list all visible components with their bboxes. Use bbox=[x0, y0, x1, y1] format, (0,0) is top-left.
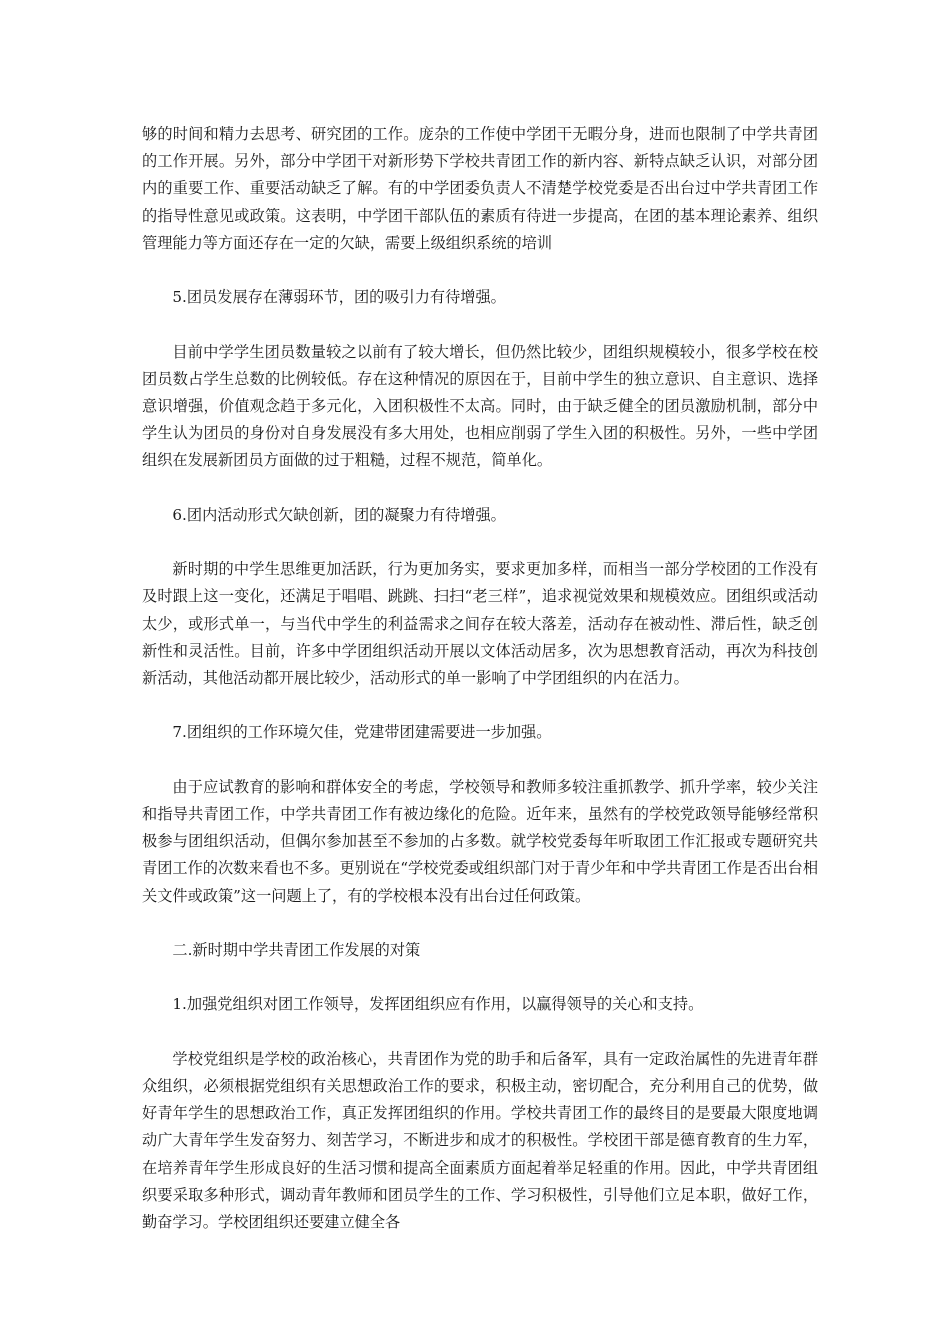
paragraph-membership: 目前中学学生团员数量较之以前有了较大增长，但仍然比较少，团组织规模较小，很多学校在校团员数占学生总数的比例较低。存在这种情况的原因在于，目前中学生的独立意识、自主意识、选择意识增强，价值观念趋于多元化，入团积极性不太高。同时，由于缺乏健全的团员激励机制，部分中学生认为团员的身份对自身发展没有多大用处，也相应削弱了学生入团的积极性。另外，一些中学团组织在发展新团员方面做的过于粗糙，过程不规范，简单化。 bbox=[142, 342, 818, 470]
paragraph-continuation: 够的时间和精力去思考、研究团的工作。庞杂的工作使中学团干无暇分身，进而也限制了中学共青团的工作开展。另外，部分中学团干对新形势下学校共青团工作的新内容、新特点缺乏认识，对部分团内的重要工作、重要活动缺乏了解。有的中学团委负责人不清楚学校党委是否出台过中学共青团工作的指导性意见或政策。这表明，中学团干部队伍的素质有待进一步提高，在团的基本理论素养、组织管理能力等方面还存在一定的欠缺，需要上级组织系统的培训 bbox=[142, 125, 818, 252]
section-heading-5: 5.团员发展存在薄弱环节，团的吸引力有待增强。 bbox=[172, 288, 506, 307]
document-body bbox=[142, 121, 818, 1263]
paragraph-activities: 新时期的中学生思维更加活跃，行为更加务实，要求更加多样，而相当一部分学校团的工作没有及时跟上这一变化，还满足于唱唱、跳跳、扫扫“老三样”，追求视觉效果和规模效应。团组织或活动太少，或形式单一，与当代中学生的利益需求之间存在较大落差，活动存在被动性、滞后性，缺乏创新性和灵活性。目前，许多中学团组织活动开展以文体活动居多，次为思想教育活动，再次为科技创新活动，其他活动都开展比较少，活动形式的单一影响了中学团组织的内在活力。 bbox=[142, 560, 818, 687]
paragraph-environment: 由于应试教育的影响和群体安全的考虑，学校领导和教师多较注重抓教学、抓升学率，较少关注和指导共青团工作，中学共青团工作有被边缘化的危险。近年来，虽然有的学校党政领导能够经常积极参与团组织活动，但偶尔参加甚至不参加的占多数。就学校党委每年听取团工作汇报或专题研究共青团工作的次数来看也不多。更别说在“学校党委或组织部门对于青少年和中学共青团工作是否出台相关文件或政策”这一问题上了，有的学校根本没有出台过任何政策。 bbox=[142, 777, 819, 905]
section-heading-countermeasures: 二.新时期中学共青团工作发展的对策 bbox=[172, 940, 421, 959]
section-heading-1: 1.加强党组织对团工作领导，发挥团组织应有作用，以赢得领导的关心和支持。 bbox=[172, 995, 704, 1014]
paragraph-party-leadership: 学校党组织是学校的政治核心，共青团作为党的助手和后备军，具有一定政治属性的先进青年群众组织，必须根据党组织有关思想政治工作的要求，积极主动，密切配合，充分利用自己的优势，做好青年学生的思想政治工作，真正发挥团组织的作用。学校共青团工作的最终目的是要最大限度地调动广大青年学生发奋努力、刻苦学习，不断进步和成才的积极性。学校团干部是德育教育的生力军，在培养青年学生形成良好的生活习惯和提高全面素质方面起着举足轻重的作用。因此，中学共青团组织要采取多种形式，调动青年教师和团员学生的工作、学习积极性，引导他们立足本职，做好工作，勤奋学习。学校团组织还要建立健全各 bbox=[142, 1049, 818, 1231]
section-heading-7: 7.团组织的工作环境欠佳，党建带团建需要进一步加强。 bbox=[172, 723, 552, 742]
section-heading-6: 6.团内活动形式欠缺创新，团的凝聚力有待增强。 bbox=[172, 505, 506, 524]
